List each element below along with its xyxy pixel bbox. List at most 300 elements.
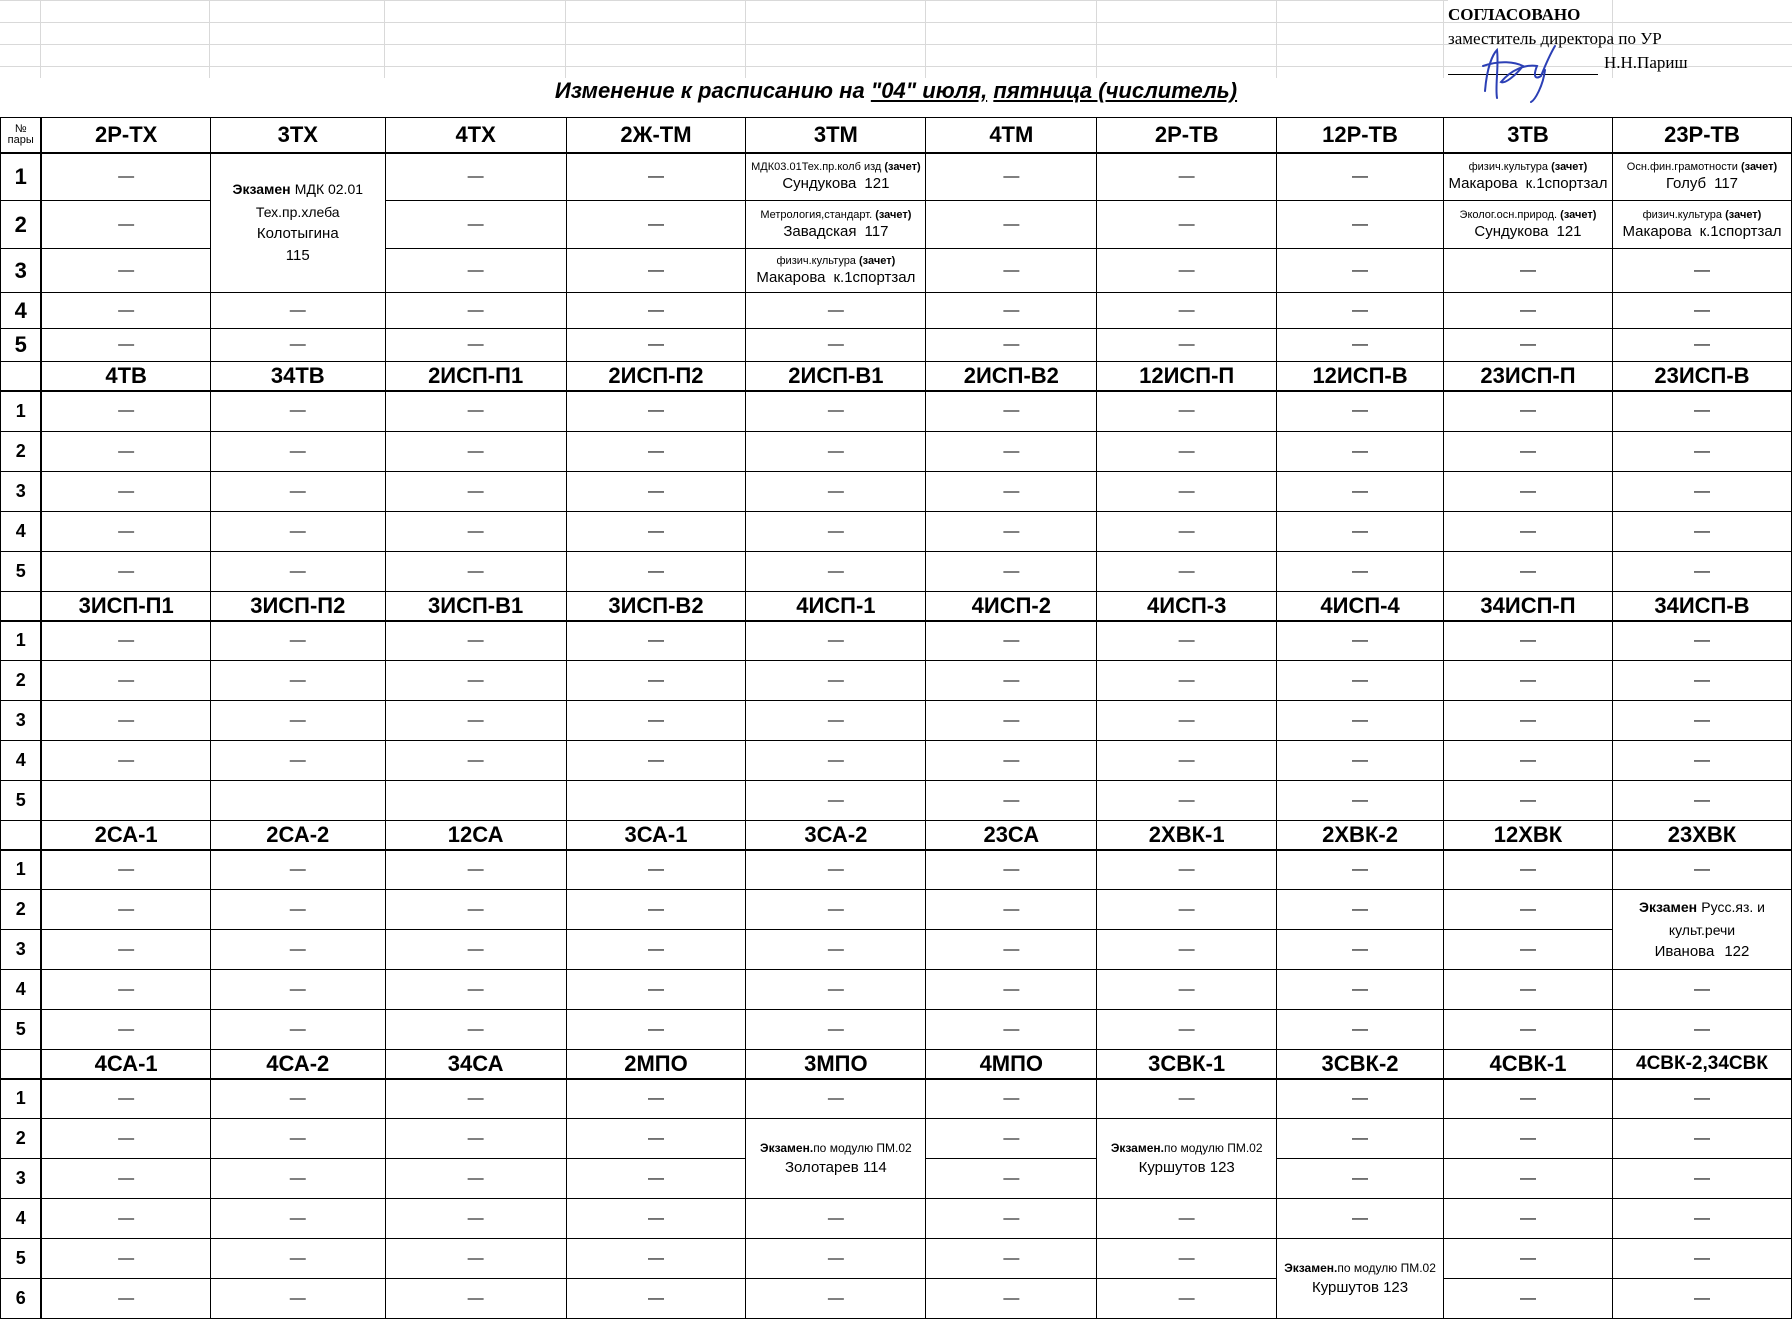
lesson-subject-text: Эколог.осн.природ. [1459, 209, 1558, 221]
schedule-cell [41, 432, 210, 472]
schedule-cell [1443, 970, 1612, 1010]
empty-dash: — [467, 482, 484, 500]
empty-dash: — [647, 522, 664, 540]
group-header-3тв: 3ТВ [1443, 118, 1612, 153]
empty-dash: — [1519, 1209, 1536, 1227]
schedule-cell [746, 391, 926, 432]
empty-dash: — [1178, 751, 1195, 769]
schedule-cell [926, 970, 1097, 1010]
empty-dash: — [1519, 336, 1536, 353]
lesson-tag: (зачет) [1551, 161, 1588, 174]
schedule-cell [1612, 741, 1791, 781]
group-header-3исп-в2: 3ИСП-В2 [566, 592, 746, 621]
lesson-tag: (зачет) [859, 255, 896, 267]
empty-dash: — [1003, 1020, 1020, 1038]
schedule-cell [1612, 621, 1791, 661]
empty-dash: — [1693, 1020, 1710, 1038]
schedule-cell [1097, 201, 1277, 249]
schedule-cell [41, 1119, 210, 1159]
empty-dash: — [289, 1089, 306, 1107]
empty-dash: — [1352, 1209, 1369, 1227]
empty-dash: — [1693, 1089, 1710, 1107]
schedule-cell [1097, 512, 1277, 552]
schedule-cell [385, 970, 566, 1010]
schedule-cell [926, 293, 1097, 329]
schedule-cell [1612, 552, 1791, 592]
table-row [1, 1199, 1792, 1239]
schedule-cell [41, 1279, 210, 1319]
pair-number: 3 [1, 249, 42, 293]
empty-dash: — [1178, 940, 1195, 958]
empty-dash: — [1693, 522, 1710, 540]
table-row [1, 930, 1792, 970]
lesson-teacher-room [1613, 223, 1791, 240]
empty-dash: — [118, 671, 135, 689]
schedule-cell [1097, 661, 1277, 701]
schedule-cell [1277, 472, 1444, 512]
empty-dash: — [1352, 402, 1369, 420]
schedule-cell [1277, 329, 1444, 362]
schedule-cell [1612, 1159, 1791, 1199]
empty-dash: — [118, 900, 135, 918]
schedule-cell [926, 432, 1097, 472]
schedule-cell [41, 552, 210, 592]
schedule-cell [210, 1199, 385, 1239]
empty-dash: — [827, 1209, 844, 1227]
sheet-header [0, 0, 1792, 117]
empty-dash: — [1003, 671, 1020, 689]
exam-label: Экзамен. [760, 1140, 814, 1155]
table-row [1, 391, 1792, 432]
lesson-teacher: Сундукова [782, 175, 857, 193]
pair-number: 5 [1, 1010, 42, 1050]
schedule-cell [1443, 1010, 1612, 1050]
schedule-cell [385, 432, 566, 472]
empty-dash: — [1693, 791, 1710, 809]
empty-dash: — [827, 711, 844, 729]
table-row [1, 970, 1792, 1010]
schedule-cell [1277, 890, 1444, 930]
exam-title [746, 1139, 925, 1157]
grid-line [1443, 0, 1444, 78]
schedule-cell [1097, 293, 1277, 329]
empty-dash: — [647, 167, 664, 185]
empty-dash: — [647, 1169, 664, 1187]
schedule-cell [926, 391, 1097, 432]
grid-line [1096, 0, 1097, 78]
group-header-row [1, 821, 1792, 850]
schedule-cell [1612, 781, 1791, 821]
schedule-cell [41, 781, 210, 821]
schedule-cell [1612, 701, 1791, 741]
schedule-cell [926, 741, 1097, 781]
empty-dash: — [289, 1020, 306, 1038]
schedule-cell [385, 1159, 566, 1199]
table-row [1, 741, 1792, 781]
schedule-cell [385, 249, 566, 293]
lesson-tag: (зачет) [875, 209, 912, 221]
schedule-cell [385, 661, 566, 701]
schedule-cell [385, 1279, 566, 1319]
empty-dash: — [1178, 402, 1195, 420]
schedule-cell [1097, 552, 1277, 592]
schedule-cell [566, 850, 746, 890]
group-header-2исп-п1: 2ИСП-П1 [385, 362, 566, 391]
lesson-teacher: Голуб [1665, 175, 1707, 193]
empty-dash: — [467, 751, 484, 769]
empty-dash: — [827, 631, 844, 649]
lesson-room: 121 [1556, 223, 1582, 240]
empty-dash: — [1693, 336, 1710, 353]
grid-line [0, 0, 1448, 1]
schedule-cell [1097, 890, 1277, 930]
schedule-cell [210, 781, 385, 821]
empty-dash: — [647, 1249, 664, 1267]
empty-dash: — [467, 631, 484, 649]
group-header-2исп-в2: 2ИСП-В2 [926, 362, 1097, 391]
pair-number: 4 [1, 1199, 42, 1239]
empty-dash: — [1003, 631, 1020, 649]
empty-dash: — [1178, 482, 1195, 500]
schedule-cell [210, 1239, 385, 1279]
exam-room: 123 [1383, 1278, 1409, 1296]
empty-dash: — [1352, 671, 1369, 689]
empty-dash: — [118, 482, 135, 500]
empty-dash: — [1519, 860, 1536, 878]
group-header-2мпо: 2МПО [566, 1050, 746, 1079]
schedule-cell [746, 1079, 926, 1119]
schedule-cell [566, 1119, 746, 1159]
empty-dash: — [1352, 1129, 1369, 1147]
schedule-cell [1612, 432, 1791, 472]
empty-dash: — [467, 900, 484, 918]
lesson-cell [1443, 201, 1612, 249]
pair-number: 5 [1, 781, 42, 821]
exam-teacher-name: Иванова [1654, 943, 1715, 960]
empty-dash: — [1519, 1020, 1536, 1038]
empty-dash: — [289, 631, 306, 649]
empty-dash: — [289, 900, 306, 918]
schedule-cell [1097, 1239, 1277, 1279]
empty-dash: — [827, 442, 844, 460]
empty-dash: — [647, 336, 664, 353]
schedule-cell [1443, 661, 1612, 701]
lesson-tag: (зачет) [1740, 161, 1778, 174]
pair-number: 1 [1, 621, 42, 661]
pair-number: 1 [1, 153, 42, 201]
empty-dash: — [1519, 1169, 1536, 1187]
group-header-4тх: 4ТХ [385, 118, 566, 153]
pair-number: 2 [1, 201, 42, 249]
pair-number: 1 [1, 391, 42, 432]
schedule-cell [1277, 201, 1444, 249]
empty-dash: — [1693, 1289, 1710, 1307]
schedule-cell [210, 1010, 385, 1050]
empty-dash: — [467, 215, 484, 233]
empty-dash: — [118, 336, 135, 353]
lesson-cell [1612, 153, 1791, 201]
exam-label: Экзамен [232, 181, 291, 198]
grid-line [209, 0, 210, 78]
exam-room: 115 [285, 247, 310, 265]
empty-dash: — [289, 482, 306, 500]
empty-dash: — [1352, 751, 1369, 769]
schedule-cell [41, 391, 210, 432]
exam-room: 123 [1209, 1158, 1235, 1176]
schedule-cell [385, 621, 566, 661]
schedule-cell [1612, 293, 1791, 329]
empty-dash: — [647, 215, 664, 233]
schedule-cell [1443, 329, 1612, 362]
exam-cell [210, 153, 385, 293]
schedule-cell [566, 153, 746, 201]
schedule-cell [746, 970, 926, 1010]
empty-dash: — [467, 711, 484, 729]
schedule-cell [1097, 249, 1277, 293]
group-header-4са-1: 4СА-1 [41, 1050, 210, 1079]
schedule-cell [1277, 1119, 1444, 1159]
schedule-cell [1277, 930, 1444, 970]
empty-dash: — [1003, 215, 1020, 233]
schedule-cell [385, 472, 566, 512]
group-header-2исп-п2: 2ИСП-П2 [566, 362, 746, 391]
empty-dash: — [1003, 1249, 1020, 1267]
empty-dash: — [289, 711, 306, 729]
empty-dash: — [1693, 860, 1710, 878]
empty-dash: — [1693, 1249, 1710, 1267]
empty-dash: — [1178, 1089, 1195, 1107]
empty-dash: — [1352, 482, 1369, 500]
exam-teacher [1613, 941, 1791, 963]
empty-dash: — [1519, 1249, 1536, 1267]
pair-number: 4 [1, 970, 42, 1010]
empty-dash: — [289, 1289, 306, 1307]
table-row [1, 153, 1792, 201]
lesson-subject-text: Метрология,стандарт. [760, 209, 873, 221]
group-header-4исп-3: 4ИСП-3 [1097, 592, 1277, 621]
empty-dash: — [647, 751, 664, 769]
schedule-cell [210, 701, 385, 741]
empty-dash: — [118, 1129, 135, 1147]
schedule-cell [926, 890, 1097, 930]
schedule-cell [1612, 1199, 1791, 1239]
schedule-cell [41, 201, 210, 249]
empty-dash: — [1519, 791, 1536, 809]
group-header-4мпо: 4МПО [926, 1050, 1097, 1079]
schedule-cell [385, 512, 566, 552]
schedule-cell [566, 472, 746, 512]
group-header-4тв: 4ТВ [41, 362, 210, 391]
schedule-cell [210, 1079, 385, 1119]
schedule-cell [1277, 850, 1444, 890]
empty-dash: — [1178, 631, 1195, 649]
schedule-cell [385, 1199, 566, 1239]
empty-dash: — [467, 1289, 484, 1307]
empty-dash: — [289, 522, 306, 540]
schedule-cell [1277, 391, 1444, 432]
pair-number: 6 [1, 1279, 42, 1319]
schedule-cell [1443, 432, 1612, 472]
group-header-4исп-2: 4ИСП-2 [926, 592, 1097, 621]
exam-title [211, 178, 385, 201]
empty-dash: — [1178, 1020, 1195, 1038]
empty-dash: — [1693, 671, 1710, 689]
empty-dash: — [827, 562, 844, 580]
empty-dash: — [647, 940, 664, 958]
empty-dash: — [118, 1020, 135, 1038]
lesson-subject [1444, 209, 1612, 221]
empty-dash: — [1178, 711, 1195, 729]
exam-subject: по модулю ПМ.02 [1337, 1260, 1436, 1275]
empty-dash: — [467, 301, 484, 319]
schedule-cell [1277, 1079, 1444, 1119]
schedule-cell [210, 741, 385, 781]
schedule-cell [926, 621, 1097, 661]
empty-dash: — [118, 940, 135, 958]
table-row [1, 432, 1792, 472]
schedule-cell [1097, 1079, 1277, 1119]
empty-dash: — [827, 1020, 844, 1038]
exam-cell [746, 1119, 926, 1199]
schedule-cell [1097, 432, 1277, 472]
exam-room: 122 [1724, 943, 1750, 960]
empty-dash: — [1519, 751, 1536, 769]
group-header-3мпо: 3МПО [746, 1050, 926, 1079]
schedule-cell [41, 621, 210, 661]
schedule-cell [1443, 781, 1612, 821]
table-row [1, 329, 1792, 362]
schedule-cell [210, 329, 385, 362]
grid-line [0, 22, 1448, 23]
schedule-cell [566, 201, 746, 249]
schedule-cell [1097, 701, 1277, 741]
schedule-cell [1443, 621, 1612, 661]
group-header-3са-1: 3СА-1 [566, 821, 746, 850]
empty-dash: — [1352, 980, 1369, 998]
exam-title [1277, 1259, 1443, 1277]
schedule-cell [746, 661, 926, 701]
schedule-cell [926, 329, 1097, 362]
schedule-cell [926, 201, 1097, 249]
pair-number: 5 [1, 329, 42, 362]
lesson-tag: (зачет) [884, 161, 921, 174]
group-header-3тх: 3ТХ [210, 118, 385, 153]
schedule-cell [746, 1279, 926, 1319]
empty-dash: — [1003, 402, 1020, 420]
empty-dash: — [1178, 167, 1195, 185]
group-header-3исп-п2: 3ИСП-П2 [210, 592, 385, 621]
lesson-subject [746, 161, 925, 173]
empty-dash: — [1693, 1129, 1710, 1147]
schedule-cell [746, 1199, 926, 1239]
empty-dash: — [289, 1249, 306, 1267]
exam-room: 114 [862, 1158, 887, 1176]
empty-dash: — [118, 261, 135, 279]
schedule-cell [1097, 391, 1277, 432]
schedule-cell [1612, 1279, 1791, 1319]
group-header-3са-2: 3СА-2 [746, 821, 926, 850]
schedule-cell [1097, 472, 1277, 512]
empty-dash: — [1178, 522, 1195, 540]
empty-dash: — [647, 482, 664, 500]
schedule-cell [41, 1010, 210, 1050]
grid-line [0, 66, 1448, 67]
empty-dash: — [1352, 711, 1369, 729]
empty-dash: — [289, 860, 306, 878]
schedule-cell [1277, 552, 1444, 592]
pair-number-header [1, 821, 42, 850]
empty-dash: — [118, 167, 135, 185]
empty-dash: — [1693, 631, 1710, 649]
empty-dash: — [118, 711, 135, 729]
empty-dash: — [1352, 336, 1369, 353]
schedule-cell [385, 293, 566, 329]
empty-dash: — [1003, 940, 1020, 958]
empty-dash: — [1178, 980, 1195, 998]
table-row [1, 1079, 1792, 1119]
empty-dash: — [467, 167, 484, 185]
lesson-subject [746, 255, 925, 267]
empty-dash: — [1352, 631, 1369, 649]
schedule-cell [566, 890, 746, 930]
grid-line [745, 0, 746, 78]
schedule-cell [746, 781, 926, 821]
schedule-cell [566, 432, 746, 472]
schedule-cell [1612, 472, 1791, 512]
empty-dash: — [1178, 301, 1195, 319]
empty-dash: — [289, 1169, 306, 1187]
empty-dash: — [1519, 1289, 1536, 1307]
pair-number: 3 [1, 472, 42, 512]
table-row [1, 552, 1792, 592]
empty-dash: — [1519, 1129, 1536, 1147]
empty-dash: — [1352, 442, 1369, 460]
group-header-2хвк-1: 2ХВК-1 [1097, 821, 1277, 850]
schedule-cell [385, 890, 566, 930]
schedule-cell [1612, 1119, 1791, 1159]
page-title [0, 78, 1792, 104]
lesson-cell [1443, 153, 1612, 201]
lesson-subject-text: физич.культура [1642, 209, 1723, 221]
empty-dash: — [1693, 482, 1710, 500]
schedule-cell [41, 1079, 210, 1119]
schedule-cell [1277, 1159, 1444, 1199]
lesson-room: к.1спортзал [1525, 175, 1608, 193]
empty-dash: — [827, 940, 844, 958]
group-header-34исп-п: 34ИСП-П [1443, 592, 1612, 621]
title-date: "04" июля, [870, 78, 988, 103]
group-header-row [1, 118, 1792, 153]
schedule-cell [1277, 741, 1444, 781]
table-row [1, 1010, 1792, 1050]
schedule-cell [385, 781, 566, 821]
schedule-cell [1097, 781, 1277, 821]
schedule-cell [566, 1279, 746, 1319]
empty-dash: — [467, 860, 484, 878]
schedule-cell [1443, 701, 1612, 741]
schedule-cell [41, 1159, 210, 1199]
empty-dash: — [289, 402, 306, 420]
schedule-cell [746, 1239, 926, 1279]
schedule-table [0, 117, 1792, 1319]
group-header-2са-2: 2СА-2 [210, 821, 385, 850]
schedule-cell [1443, 293, 1612, 329]
group-header-23р-тв: 23Р-ТВ [1612, 118, 1791, 153]
empty-dash: — [1519, 562, 1536, 580]
exam-teacher-room [746, 1157, 925, 1179]
empty-dash: — [1352, 940, 1369, 958]
schedule-cell [385, 701, 566, 741]
